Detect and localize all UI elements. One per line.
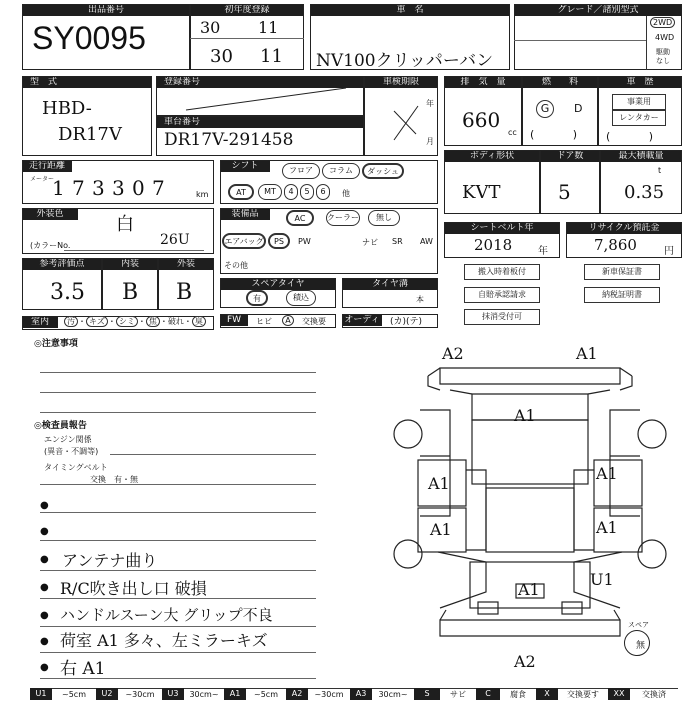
belt-value: 2018 xyxy=(474,236,513,254)
first-reg-month-2: 11 xyxy=(260,46,283,67)
recycle-yen: 円 xyxy=(664,246,674,257)
engine-label: エンジン関係 xyxy=(44,435,92,444)
spare-label: スペア xyxy=(628,621,649,629)
audio-marks: (カ)(テ) xyxy=(390,317,423,327)
door-label: ドア数 xyxy=(540,150,600,162)
fuel-g[interactable]: G xyxy=(536,100,554,118)
reg-no-strike xyxy=(156,76,364,116)
opt-none[interactable]: 駆動 なし xyxy=(656,48,670,65)
first-reg-year-2: 30 xyxy=(210,46,233,67)
color-no-underline xyxy=(64,250,204,251)
remark: R/C吹き出し口 破損 xyxy=(60,579,207,598)
interior-label: 内装 xyxy=(102,258,158,270)
damage-mark: A1 xyxy=(430,520,452,539)
model-value-2: DR17V xyxy=(58,124,122,145)
bullet: ● xyxy=(40,582,49,593)
chassis-label: 車台番号 xyxy=(156,116,364,128)
doc-warranty[interactable]: 新車保証書 xyxy=(584,264,660,280)
first-reg-divider xyxy=(190,38,304,39)
footer-desc: 交換要す xyxy=(558,688,608,700)
spare-tire-load[interactable]: 積込 xyxy=(286,290,316,306)
damage-mark: A1 xyxy=(514,406,536,425)
engine-sub: (異音・不調等) xyxy=(44,447,99,456)
shift-floor[interactable]: フロア xyxy=(282,163,320,179)
doc-insurance[interactable]: 自賠承認請求 xyxy=(464,287,540,303)
belt-label: シートベルト年 xyxy=(444,222,560,234)
spare-tire-box xyxy=(220,278,336,308)
load-unit: t xyxy=(658,166,662,175)
audio-label: オーディオ xyxy=(342,314,382,326)
first-reg-box xyxy=(190,4,304,70)
footer-code: A3 xyxy=(350,688,372,700)
load-label: 最大積載量 xyxy=(600,150,682,162)
damage-mark: A2 xyxy=(514,652,536,671)
score-label: 参考評価点 xyxy=(22,258,102,270)
timing-value: 交換 有・無 xyxy=(90,475,138,484)
damage-mark: A1 xyxy=(596,464,618,483)
equip-pw[interactable]: PW xyxy=(298,237,311,246)
inspector-title: ◎検査員報告 xyxy=(34,421,87,431)
timing-label: タイミングベルト xyxy=(44,463,108,472)
footer-desc: 30cm~ xyxy=(372,688,414,700)
notes-line xyxy=(40,626,316,627)
grade-label: グレード／諸別型式 xyxy=(514,4,682,16)
footer-desc: 腐食 xyxy=(500,688,536,700)
notes-line xyxy=(40,512,316,513)
bullet: ● xyxy=(40,500,49,511)
inspect-year-mark: 年 xyxy=(426,99,434,108)
tire-unit: 本 xyxy=(416,295,424,304)
footer-desc: 30cm~ xyxy=(184,688,224,700)
footer-desc: サビ xyxy=(440,688,476,700)
footer-code: U1 xyxy=(30,688,52,700)
fw-a: A xyxy=(282,315,294,326)
equip-navi[interactable]: ナビ xyxy=(362,238,378,247)
spare-tire-label: スペアタイヤ xyxy=(220,278,336,290)
mileage-digit: 7 xyxy=(152,176,165,200)
equip-label: 装備品 xyxy=(220,208,270,220)
bullet: ● xyxy=(40,554,49,565)
bullet: ● xyxy=(40,526,49,537)
fuel-paren: ( ) xyxy=(530,128,578,141)
footer-code: S xyxy=(414,688,440,700)
notes-line xyxy=(40,652,316,653)
interior-cond-marks: 汚 ・ キズ ・ シミ ・ 焦 ・破れ・ 臭 xyxy=(64,316,206,327)
recycle-label: リサイクル預託金 xyxy=(566,222,682,234)
history-rental[interactable]: レンタカー xyxy=(612,110,666,126)
load-value: 0.35 xyxy=(624,182,665,203)
exterior-value: B xyxy=(176,280,193,305)
footer-code: XX xyxy=(608,688,630,700)
equip-cooler[interactable]: クーラー xyxy=(326,210,360,226)
fuel-d[interactable]: D xyxy=(574,102,583,115)
footer-desc: ~5cm xyxy=(246,688,286,700)
mileage-digit: 0 xyxy=(132,176,145,200)
color-no-value: 26U xyxy=(160,232,190,248)
mileage-digit: 3 xyxy=(92,176,105,200)
fw-label: FW xyxy=(220,314,248,326)
opt-2wd[interactable]: 2WD xyxy=(650,17,675,28)
mileage-digit: 1 xyxy=(52,176,65,200)
shift-label: シフト xyxy=(220,160,270,172)
notes-line xyxy=(40,570,316,571)
doc-tax[interactable]: 納税証明書 xyxy=(584,287,660,303)
shift-mt[interactable]: MT xyxy=(258,184,282,200)
mileage-digit: 3 xyxy=(112,176,125,200)
bullet: ● xyxy=(40,662,49,673)
first-reg-year-1: 30 xyxy=(200,18,221,37)
notes-line xyxy=(40,540,316,541)
displacement-label: 排 気 量 xyxy=(444,76,522,88)
displacement-value: 660 xyxy=(462,108,501,132)
damage-mark: U1 xyxy=(590,570,614,589)
inspect-label: 車検期限 xyxy=(364,76,438,88)
footer-code: A1 xyxy=(224,688,246,700)
bullet: ● xyxy=(40,636,49,647)
doc-deregister[interactable]: 抹消受付可 xyxy=(464,309,540,325)
notes-line xyxy=(40,598,316,599)
shift-5[interactable]: 5 xyxy=(300,184,314,200)
remark: 荷室 A1 多々、左ミラーキズ xyxy=(60,631,268,650)
model-value-1: HBD- xyxy=(42,98,92,119)
equip-none[interactable]: 無し xyxy=(368,210,400,226)
damage-mark: A1 xyxy=(596,518,618,537)
equip-other: その他 xyxy=(224,261,248,270)
footer-desc: ~30cm xyxy=(118,688,162,700)
engine-line xyxy=(110,454,316,455)
footer-desc: 交換済 xyxy=(630,688,678,700)
equip-ac[interactable]: AC xyxy=(286,210,314,226)
remark: アンテナ曲り xyxy=(62,551,158,570)
mileage-digits xyxy=(52,176,172,200)
footer-code: U2 xyxy=(96,688,118,700)
mileage-km: km xyxy=(196,190,209,199)
mileage-label: 走行距離 xyxy=(22,160,72,172)
footer-code: A2 xyxy=(286,688,308,700)
fw-exchange: 交換要 xyxy=(302,317,326,326)
history-paren: ( ) xyxy=(606,130,654,143)
inspect-month-mark: 月 xyxy=(426,137,434,146)
doc-plate[interactable]: 搬入時着板付 xyxy=(464,264,540,280)
color-value: 白 xyxy=(116,214,134,235)
shift-dash[interactable]: ダッシュ xyxy=(362,163,404,179)
interior-cond-label: 室内 xyxy=(22,316,58,328)
grade-divider xyxy=(514,40,646,41)
opt-4wd[interactable]: 4WD xyxy=(655,33,675,42)
footer-desc: ~5cm xyxy=(52,688,96,700)
equip-airbag[interactable]: エアバッグ xyxy=(222,233,266,249)
color-label: 外装色 xyxy=(22,208,78,220)
footer-code: X xyxy=(536,688,558,700)
footer-code: U3 xyxy=(162,688,184,700)
lot-label: 出品番号 xyxy=(22,4,190,16)
remark: ハンドルスーン大 グリップ不良 xyxy=(60,606,273,624)
remark: 右 A1 xyxy=(60,659,106,679)
interior-value: B xyxy=(122,280,139,305)
lot-number: SY0095 xyxy=(32,20,146,56)
body-value: KVT xyxy=(462,182,501,203)
first-reg-month-1: 11 xyxy=(258,18,279,37)
damage-mark: A1 xyxy=(518,580,540,599)
notes-line xyxy=(40,678,316,679)
equip-sr[interactable]: SR xyxy=(392,237,403,246)
shift-4[interactable]: 4 xyxy=(284,184,298,200)
displacement-cc: cc xyxy=(508,128,517,137)
belt-year: 年 xyxy=(538,246,548,257)
damage-mark: A1 xyxy=(428,474,450,493)
bullet: ● xyxy=(40,610,49,621)
recycle-value: 7,860 xyxy=(594,236,637,254)
door-value: 5 xyxy=(558,180,571,204)
mileage-meter: メーター xyxy=(30,176,55,183)
chassis-value: DR17V-291458 xyxy=(164,130,294,150)
damage-mark: A2 xyxy=(442,344,464,363)
car-name-label: 車 名 xyxy=(310,4,510,16)
spare-value: 無 xyxy=(636,641,646,651)
damage-mark: A1 xyxy=(576,344,598,363)
tire-label: タイヤ溝 xyxy=(342,278,438,290)
notes-line xyxy=(40,372,316,373)
history-label: 車 歴 xyxy=(598,76,682,88)
exterior-label: 外装 xyxy=(158,258,214,270)
shift-column[interactable]: コラム xyxy=(322,163,360,179)
score-value: 3.5 xyxy=(50,280,85,305)
notes-line xyxy=(40,412,316,413)
car-name-value: NV100クリッパーバン xyxy=(316,51,494,71)
shift-at[interactable]: AT xyxy=(228,184,254,200)
footer-code: C xyxy=(476,688,500,700)
spare-tire-yes[interactable]: 有 xyxy=(246,290,268,306)
history-business[interactable]: 事業用 xyxy=(612,94,666,110)
first-reg-label: 初年度登録 xyxy=(190,4,304,16)
body-label: ボディ形状 xyxy=(444,150,540,162)
color-no-label: (カラーNo. xyxy=(30,241,71,250)
equip-aw[interactable]: AW xyxy=(420,237,433,246)
notes-line xyxy=(40,392,316,393)
shift-6[interactable]: 6 xyxy=(316,184,330,200)
shift-other: 他 xyxy=(342,189,350,198)
fuel-label: 燃 料 xyxy=(522,76,598,88)
reg-no-label: 登録番号 xyxy=(156,76,364,88)
equip-ps[interactable]: PS xyxy=(268,233,290,249)
footer-desc: ~30cm xyxy=(308,688,350,700)
mileage-digit: 7 xyxy=(72,176,85,200)
fw-crack: ヒビ xyxy=(256,317,272,326)
model-label: 型 式 xyxy=(22,76,152,88)
notes-line xyxy=(40,484,316,485)
notes-title: ◎注意事項 xyxy=(34,339,78,349)
